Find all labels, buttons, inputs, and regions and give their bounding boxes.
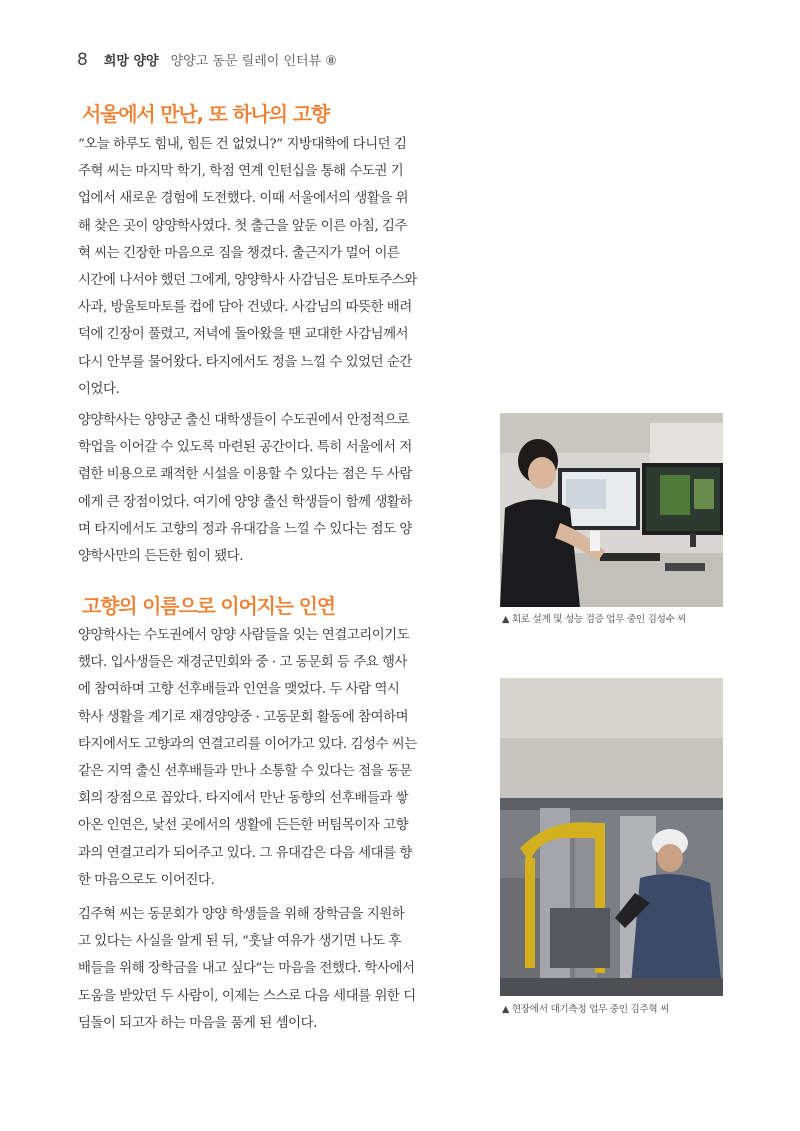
text-line: 에 참여하며 고향 선후배들과 인연을 맺었다. 두 사람 역시 — [78, 682, 400, 698]
section-heading-seoul: 서울에서 만난, 또 하나의 고향 — [82, 102, 329, 126]
text-line: 한 마음으로도 이어진다. — [78, 872, 215, 888]
text-line: 양학사만의 든든한 힘이 됐다. — [78, 549, 244, 565]
text-line: 아온 인연은, 낯선 곳에서의 생활에 든든한 버팀목이자 고향 — [78, 818, 409, 834]
text-line: 배들을 위해 장학금을 내고 싶다”는 마음을 전했다. 학사에서 — [78, 961, 415, 977]
text-line: 학업을 이어갈 수 있도록 마련된 공간이다. 특히 서울에서 저 — [78, 440, 412, 456]
text-line: 도움을 받았던 두 사람이, 이제는 스스로 다음 세대를 위한 디 — [78, 988, 416, 1004]
text-line: 해 찾은 곳이 양양학사였다. 첫 출근을 앞둔 이른 아침, 김주 — [78, 218, 408, 234]
photo-caption: ▲ 현장에서 대기측정 업무 중인 김주혁 씨 — [502, 1004, 670, 1015]
page-number: 8 — [77, 50, 88, 70]
text-line: 김주혁 씨는 동문회가 양양 학생들을 위해 장학금을 지원하 — [78, 907, 405, 922]
photo-caption: ▲ 회로 설계 및 성능 검증 업무 중인 김성수 씨 — [502, 614, 687, 625]
text-line: 양양학사는 양양군 출신 대학생들이 수도권에서 안정적으로 — [78, 413, 410, 428]
text-line: 사과, 방울토마토를 컵에 담아 건넸다. 사감님의 따뜻한 배려 — [78, 300, 412, 316]
text-line: 고 있다는 사실을 알게 된 뒤, “훗날 여유가 생기면 나도 후 — [78, 934, 401, 950]
text-line: 같은 지역 출신 선후배들과 만나 소통할 수 있다는 점을 동문 — [78, 764, 412, 780]
body-paragraph — [78, 407, 460, 570]
field-work-photo — [500, 678, 723, 996]
text-line: 이었다. — [78, 381, 120, 397]
text-line: 과의 연결고리가 되어주고 있다. 그 유대감은 다음 세대를 향 — [78, 845, 412, 861]
series-title: 양양고 동문 릴레이 인터뷰 ⑧ — [170, 54, 337, 69]
text-line: 다시 안부를 물어왔다. 타지에서도 정을 느낄 수 있었던 순간 — [78, 354, 412, 370]
body-paragraph — [78, 131, 460, 403]
text-line: 렴한 비용으로 쾌적한 시설을 이용할 수 있다는 점은 두 사람 — [78, 467, 412, 483]
text-line: 학사 생활을 계기로 재경양양중 · 고동문회 활동에 참여하며 — [78, 709, 409, 725]
text-line: “오늘 하루도 힘내, 힘든 건 없었니?” 지방대학에 다니던 김 — [78, 137, 407, 152]
text-line: 주혁 씨는 마지막 학기, 학점 연계 인턴십을 통해 수도권 기 — [78, 164, 404, 180]
body-paragraph — [78, 901, 460, 1037]
text-line: 며 타지에서도 고향의 정과 유대감을 느낄 수 있다는 점도 양 — [78, 521, 412, 537]
text-line: 타지에서도 고향과의 연결고리를 이어가고 있다. 김성수 씨는 — [78, 736, 417, 752]
text-line: 업에서 새로운 경험에 도전했다. 이때 서울에서의 생활을 위 — [78, 191, 409, 207]
body-paragraph — [78, 622, 460, 894]
office-scene-illustration — [500, 413, 723, 607]
text-line: 혁 씨는 긴장한 마음으로 짐을 챙겼다. 출근지가 멀어 이른 — [78, 245, 400, 261]
field-scene-illustration — [500, 678, 723, 996]
text-line: 에게 큰 장점이었다. 여기에 양양 출신 학생들이 함께 생활하 — [78, 494, 412, 510]
text-line: 했다. 입사생들은 재경군민회와 중 · 고 동문회 등 주요 행사 — [78, 655, 408, 671]
section-heading-connection: 고향의 이름으로 이어지는 인연 — [82, 594, 335, 618]
page-header — [77, 50, 337, 74]
text-line: 덕에 긴장이 풀렸고, 저녁에 돌아왔을 땐 교대한 사감님께서 — [78, 327, 409, 343]
text-line: 회의 장점으로 꼽았다. 타지에서 만난 동향의 선후배들과 쌓 — [78, 791, 409, 807]
office-photo — [500, 413, 723, 607]
text-line: 양양학사는 수도권에서 양양 사람들을 잇는 연결고리이기도 — [78, 628, 410, 643]
magazine-brand: 희망 양양 — [103, 54, 159, 69]
text-line: 시간에 나서야 했던 그에게, 양양학사 사감님은 토마토주스와 — [78, 273, 417, 289]
text-line: 딤돌이 되고자 하는 마음을 품게 된 셈이다. — [78, 1015, 317, 1031]
